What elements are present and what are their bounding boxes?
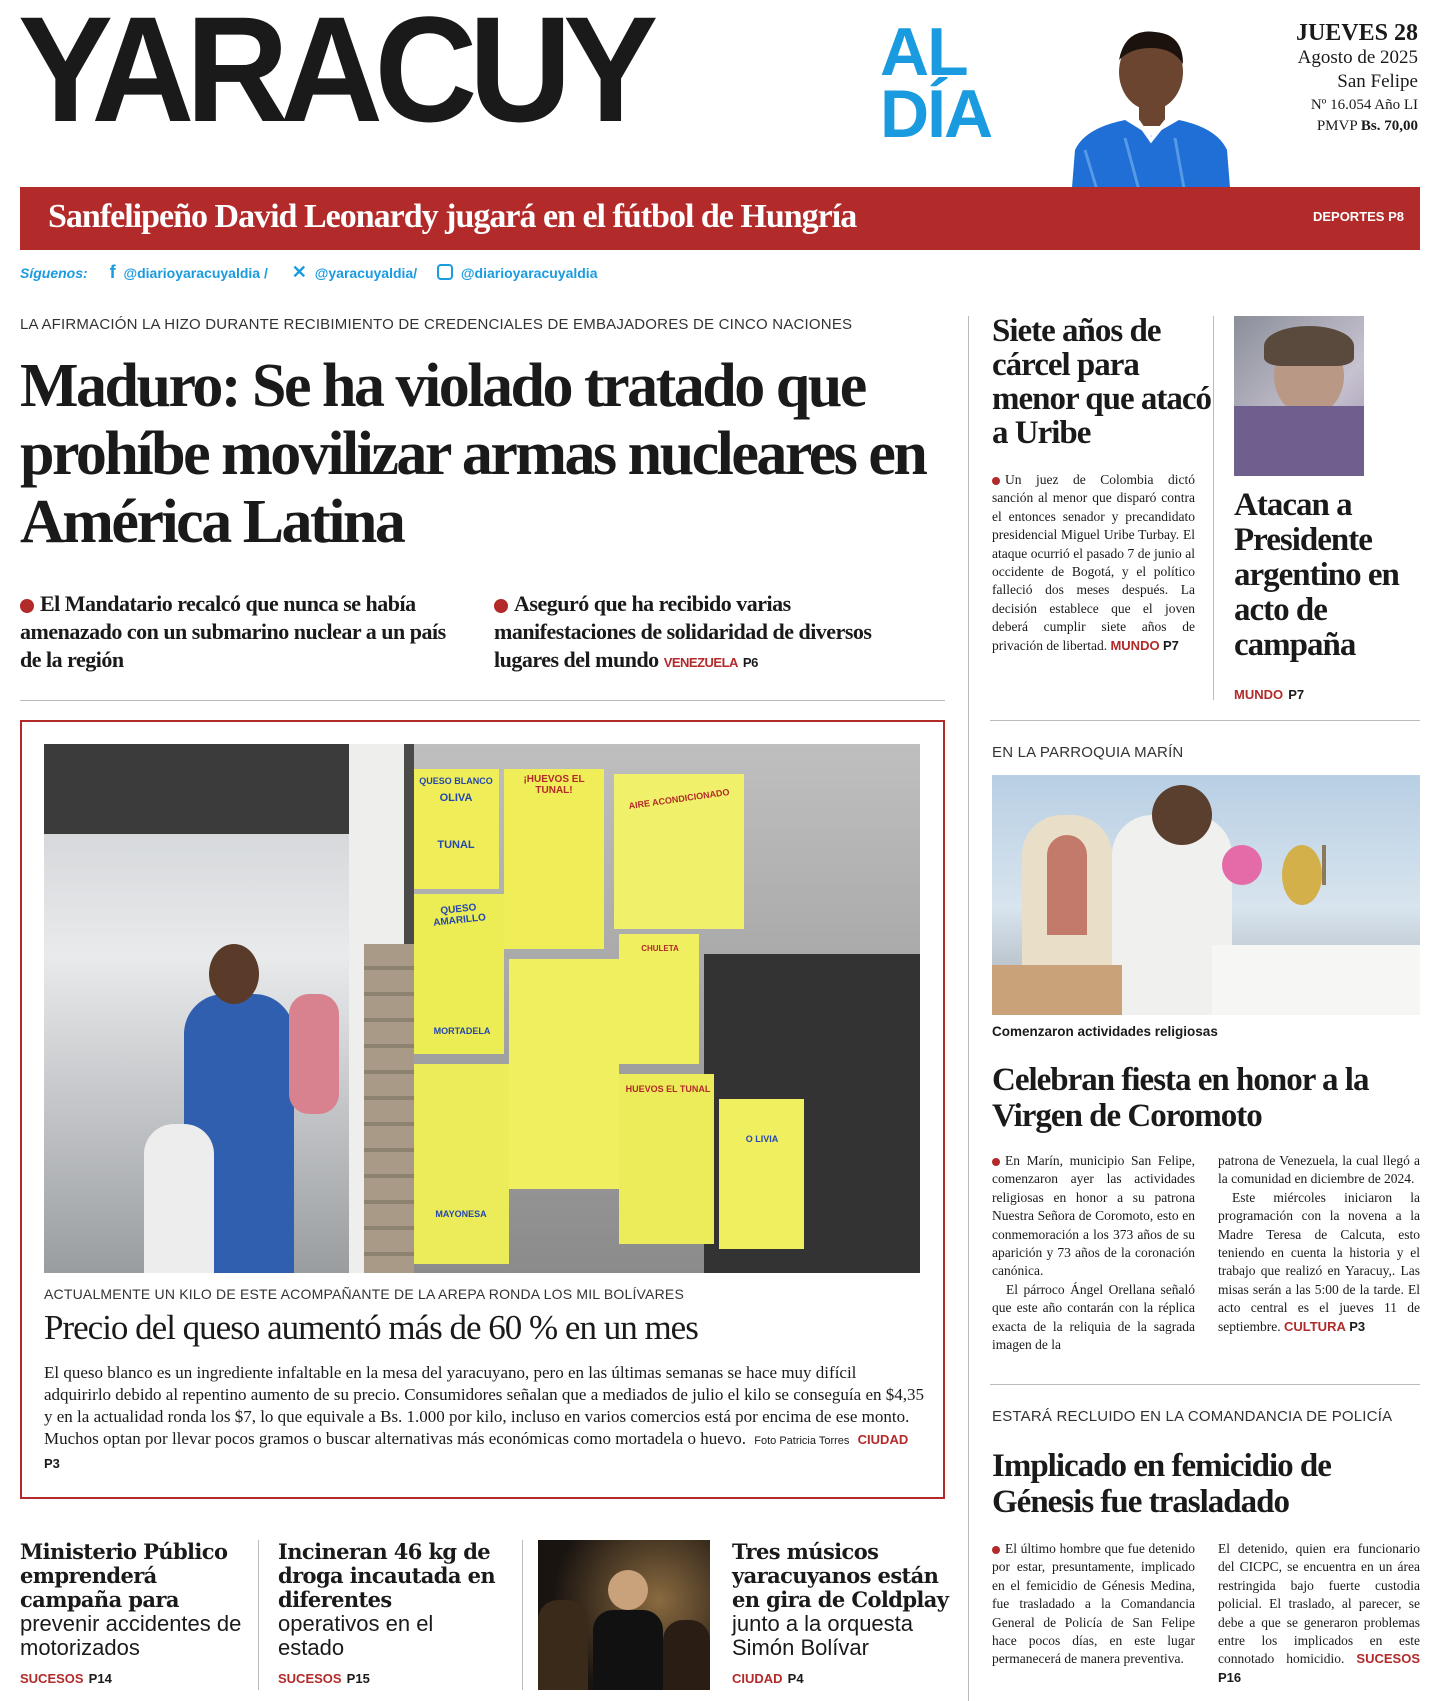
social-label: Síguenos:: [20, 265, 88, 281]
marin-caption: Comenzaron actividades religiosas: [992, 1024, 1218, 1039]
date-city: San Felipe: [1337, 71, 1418, 92]
uribe-body: [992, 471, 1195, 655]
masthead-subtitle-bottom: DÍA: [880, 76, 992, 152]
cheese-body-text: El queso blanco es un ingrediente infaltable en la mesa del yaracuyano, pero en las últimas semanas se hace muy difícil adquirirlo debido al repentino aumento de su precio. Consumidores señalan que a mediados de julio el kilo se conseguía en $4,35 y en la actualidad ronda los $7, lo que equivale a Bs. 1.000 por kilo, incluso en varios comercios está por encima de ese monto. Muchos optan por llevar pocos gramos o buscar alternativas más económicas como mortadela o huevo.: [44, 1363, 924, 1448]
marin-col-2: [1218, 1152, 1420, 1336]
date-month: Agosto de 2025: [1297, 47, 1418, 68]
femicidio-headline[interactable]: Implicado en femicidio de Génesis fue trasladado: [992, 1448, 1331, 1520]
milei-photo: [1234, 316, 1364, 476]
social-facebook[interactable]: @diarioyaracuyaldia /: [123, 265, 268, 281]
brief-3-subhead: junto a la orquesta Simón Bolívar: [732, 1611, 914, 1660]
lead-bullet-1: [20, 590, 460, 674]
divider: [990, 720, 1420, 721]
cheese-body: [44, 1362, 924, 1475]
lead-page: P6: [742, 655, 758, 670]
divider: [990, 1384, 1420, 1385]
divider: [20, 700, 945, 701]
brief-2[interactable]: [278, 1540, 498, 1687]
social-x[interactable]: @yaracuyaldia/: [314, 265, 418, 281]
femicidio-section[interactable]: SUCESOS: [1356, 1651, 1420, 1667]
brief-1-page: P14: [88, 1671, 112, 1686]
price-value: Bs. 70,00: [1360, 118, 1418, 134]
bullet-dot: [20, 599, 34, 613]
marin-col-2a: patrona de Venezuela, la cual llegó a la comunidad en diciembre de 2024.: [1218, 1153, 1420, 1187]
marin-section[interactable]: CULTURA: [1283, 1318, 1346, 1334]
sign-3: ¡HUEVOS EL TUNAL!: [523, 774, 585, 796]
divider: [258, 1540, 259, 1690]
masthead-dateline: [1180, 20, 1418, 136]
sign-4: TUNAL: [437, 839, 475, 851]
marin-col-2b: Este miércoles iniciaron la programación con la novena a la Madre Teresa de Calcuta, esto teniendo en cuenta la historia y el trabajo que realizó en Yaracuy,. Las misas serán a las 5:00 de la tarde. El acto central es el jueves 11 de septiembre.: [1218, 1189, 1420, 1334]
brief-1[interactable]: [20, 1540, 245, 1687]
divider: [1213, 316, 1214, 700]
marin-kicker: EN LA PARROQUIA MARÍN: [992, 744, 1184, 761]
sign-2: OLIVA: [439, 792, 473, 804]
brief-2-section[interactable]: SUCESOS: [278, 1671, 342, 1686]
brief-2-subhead: operativos en el estado: [278, 1611, 434, 1660]
divider: [522, 1540, 523, 1690]
price-line: [1180, 116, 1418, 136]
milei-page: P7: [1288, 687, 1305, 702]
column-divider: [968, 316, 969, 1701]
bullet-dot: [494, 599, 508, 613]
brief-1-subhead: prevenir accidentes de motorizados: [20, 1611, 242, 1660]
date-day: JUEVES 28: [1295, 20, 1418, 46]
lead-bullet-2: [494, 590, 934, 677]
marin-col-1b: El párroco Ángel Orellana señaló que este año contarán con la réplica exacta de la reliquia de la sagrada imagen de la: [992, 1281, 1195, 1353]
sign-9: HUEVOS EL TUNAL: [625, 1084, 711, 1094]
lead-bullet-1-text: El Mandatario recalcó que nunca se había amenazado con un submarino nuclear a un país de la región: [20, 591, 446, 672]
milei-headline[interactable]: Atacan a Presidente argentino en acto de campaña: [1234, 487, 1399, 663]
sign-5: AIRE ACONDICIONADO: [627, 786, 731, 812]
sign-7: MORTADELA: [433, 1026, 491, 1036]
femicidio-kicker: ESTARÁ RECLUIDO EN LA COMANDANCIA DE POLICÍA: [992, 1408, 1393, 1425]
brief-1-section[interactable]: SUCESOS: [20, 1671, 84, 1686]
social-instagram[interactable]: @diarioyaracuyaldia: [460, 265, 598, 281]
lead-kicker: LA AFIRMACIÓN LA HIZO DURANTE RECIBIMIENTO DE CREDENCIALES DE EMBAJADORES DE CINCO NACIONES: [20, 316, 853, 333]
facebook-icon[interactable]: f: [109, 262, 116, 282]
masthead-subtitle-top: AL: [880, 14, 967, 90]
marin-col-1a: En Marín, municipio San Felipe, comenzaron ayer las actividades religiosas en honor a su patrona Nuestra Señora de Coromoto, esto en conmemoración a los 373 años de su aparición y 73 años de la coronación canónica.: [992, 1153, 1195, 1279]
bullet-dot: [992, 1546, 1000, 1554]
sign-8: CHULETA: [641, 944, 679, 953]
sign-11: O LIVIA: [745, 1134, 779, 1144]
cheese-headline[interactable]: Precio del queso aumentó más de 60 % en un mes: [44, 1308, 698, 1347]
sign-6: QUESO AMARILLO: [432, 902, 487, 929]
photo-credit: Foto Patricia Torres: [754, 1435, 850, 1447]
cheese-photo: [44, 744, 920, 1273]
price-label: PMVP: [1316, 118, 1358, 134]
uribe-section[interactable]: MUNDO: [1110, 637, 1160, 653]
lead-section[interactable]: VENEZUELA: [663, 655, 738, 670]
brief-3-section[interactable]: CIUDAD: [732, 1671, 783, 1686]
social-bar: [20, 262, 597, 284]
brief-2-headline: Incineran 46 kg de droga incautada en diferentes: [278, 1539, 496, 1612]
marin-col-1: [992, 1152, 1195, 1354]
femicidio-col-2: [1218, 1540, 1420, 1687]
marin-headline[interactable]: Celebran fiesta en honor a la Virgen de Coromoto: [992, 1062, 1369, 1134]
lead-bullet-2-text: Aseguró que ha recibido varias manifestaciones de solidaridad de diversos lugares del mundo: [494, 591, 872, 672]
brief-2-page: P15: [346, 1671, 370, 1686]
uribe-body-text: Un juez de Colombia dictó sanción al menor que disparó contra el entonces senador y precandidato presidencial Miguel Uribe Turbay. El ataque ocurrió el pasado 7 de junio al occidente de Bogotá, y el político falleció dos meses después. La decisión establece que el joven deberá cumplir siete años de privación de libertad.: [992, 472, 1195, 653]
bullet-dot: [992, 1158, 1000, 1166]
banner-section: DEPORTES P8: [1312, 209, 1404, 224]
brief-3-page: P4: [787, 1671, 804, 1686]
masthead-title: YARACUY: [18, 0, 650, 153]
brief-3[interactable]: [732, 1540, 957, 1687]
cheese-kicker: ACTUALMENTE UN KILO DE ESTE ACOMPAÑANTE DE LA AREPA RONDA LOS MIL BOLÍVARES: [44, 1286, 684, 1302]
brief-1-headline: Ministerio Público emprenderá campaña para: [20, 1539, 228, 1612]
bullet-dot: [992, 477, 1000, 485]
marin-page: P3: [1349, 1318, 1366, 1334]
femicidio-col-2-text: El detenido, quien era funcionario del CICPC, se encuentra en un área restringida bajo fuerte custodia policial. El traslado, al parecer, se debe a que se generaron problemas entre los implicados en este connotado homicidio.: [1218, 1541, 1420, 1667]
cheese-page: P3: [44, 1456, 60, 1471]
uribe-page: P7: [1162, 637, 1179, 653]
femicidio-col-1-text: El último hombre que fue detenido por estar, presuntamente, implicado en el femicidio de Génesis Medina, fue trasladado a la Comandancia General de Policía de San Felipe hace pocos días, en este lugar permanecerá de manera preventiva.: [992, 1541, 1195, 1667]
sign-1: QUESO BLANCO: [419, 776, 493, 786]
x-icon[interactable]: ✕: [291, 262, 307, 282]
issue-number: Nº 16.054 Año LI: [1310, 97, 1418, 113]
masthead: [0, 0, 1440, 180]
sign-10: MAYONESA: [435, 1209, 487, 1219]
lead-headline[interactable]: Maduro: Se ha violado tratado que prohíbe movilizar armas nucleares en América Latina: [20, 352, 926, 556]
cheese-section[interactable]: CIUDAD: [857, 1432, 909, 1447]
marin-photo: [992, 775, 1420, 1015]
uribe-headline[interactable]: Siete años de cárcel para menor que atacó a Uribe: [992, 313, 1212, 451]
coldplay-photo: [538, 1540, 710, 1690]
femicidio-page: P16: [1218, 1669, 1242, 1685]
milei-ref: [1234, 684, 1304, 703]
banner-headline: Sanfelipeño David Leonardy jugará en el fútbol de Hungría: [48, 198, 857, 235]
cheese-story-box[interactable]: [20, 720, 945, 1499]
milei-section[interactable]: MUNDO: [1234, 687, 1284, 702]
brief-3-headline: Tres músicos yaracuyanos están en gira de Coldplay: [732, 1539, 949, 1612]
femicidio-col-1: [992, 1540, 1195, 1669]
banner[interactable]: [20, 187, 1420, 250]
instagram-icon[interactable]: [437, 264, 453, 280]
